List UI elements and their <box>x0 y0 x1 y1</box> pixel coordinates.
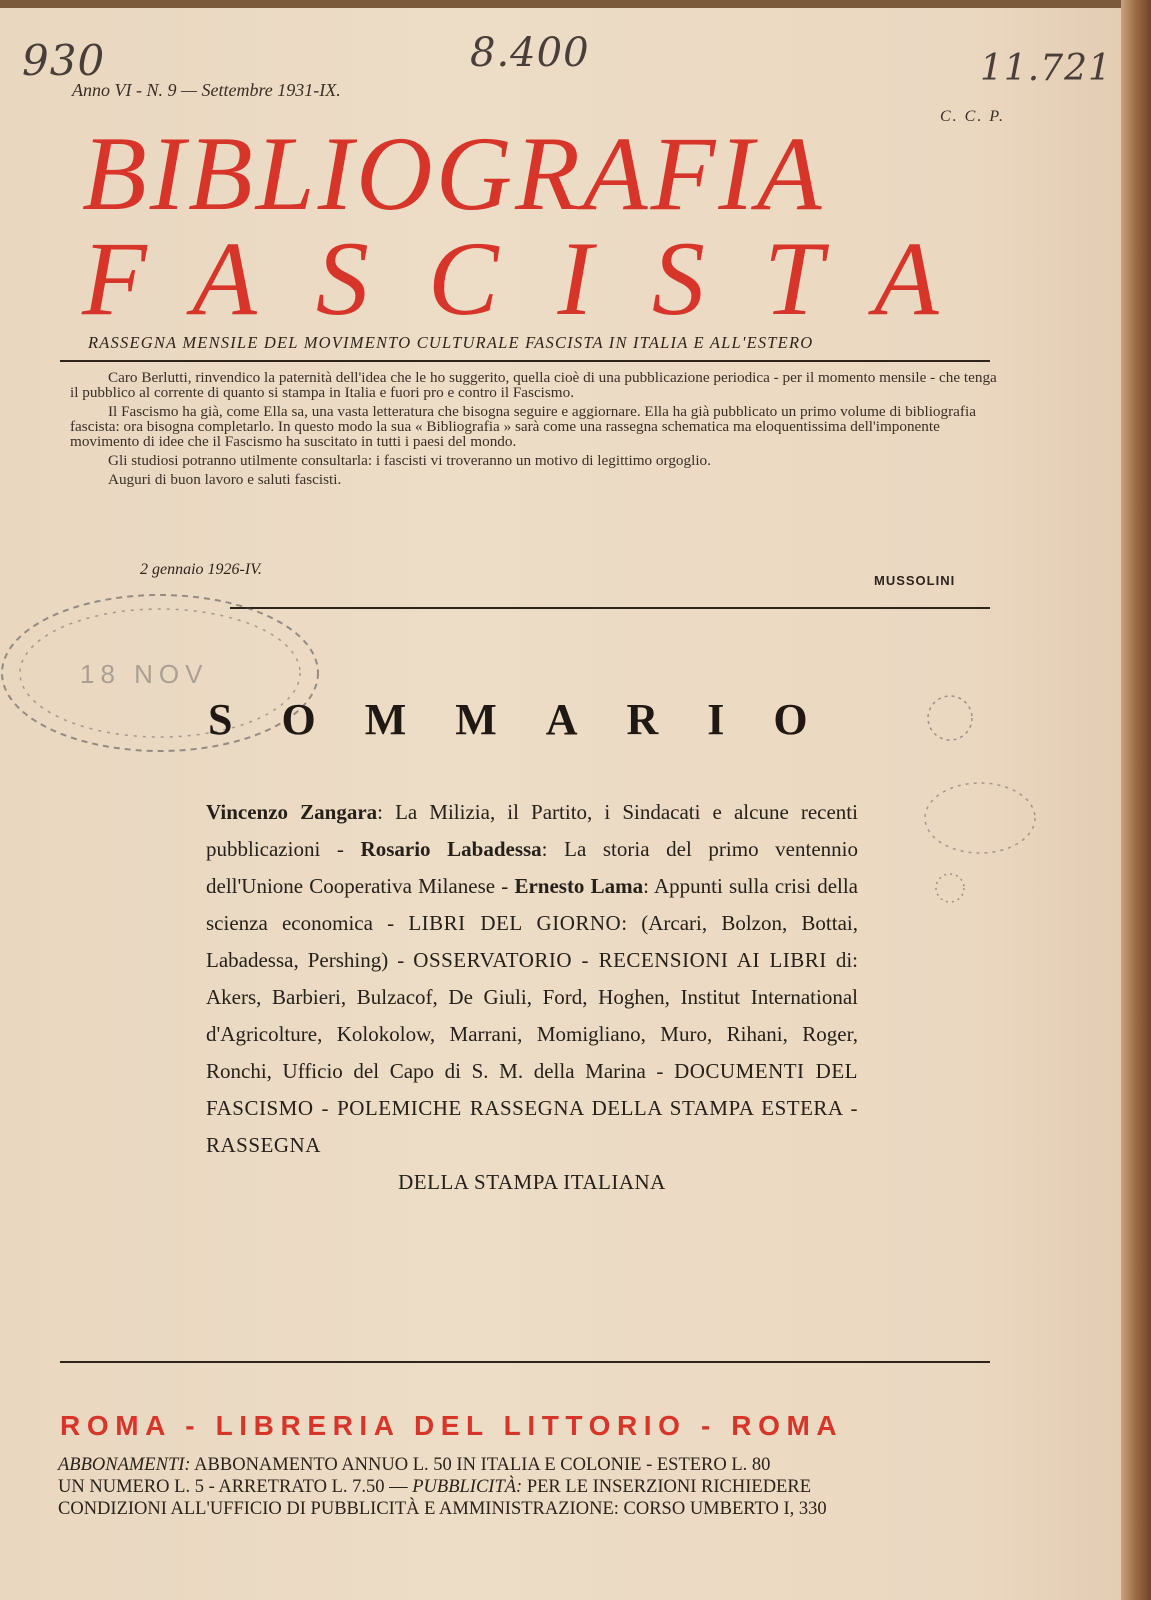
letter-paragraph-4: Auguri di buon lavoro e saluti fascisti. <box>108 471 342 488</box>
issue-line: Anno VI - N. 9 — Settembre 1931-IX. <box>72 80 341 100</box>
magazine-cover <box>0 8 1136 1600</box>
table-of-contents <box>206 794 858 1201</box>
toc-author-zangara: Vincenzo Zangara <box>206 800 378 824</box>
subscription-line-3: CONDIZIONI ALL'UFFICIO DI PUBBLICITÀ E AMMINISTRAZIONE: CORSO UMBERTO I, 330 <box>58 1499 827 1519</box>
toc-section-documenti: DOCUMENTI DEL FASCISMO - POLEMICHE RASSEGNA DELLA STAMPA ESTERA - RASSEGNA <box>206 1059 858 1157</box>
abbonamenti-text: ABBONAMENTO ANNUO L. 50 IN ITALIA E COLONIE - ESTERO L. 80 <box>190 1455 771 1475</box>
rule-above-footer <box>60 1361 990 1363</box>
pubblicita-text: PER LE INSERZIONI RICHIEDERE <box>522 1477 812 1497</box>
toc-section-libri: LIBRI DEL GIORNO <box>408 911 622 935</box>
subscription-line-1 <box>58 1454 988 1476</box>
ink-smudge-icon <box>880 688 1040 908</box>
letter-paragraph-1: Caro Berlutti, rinvendico la paternità dell'idea che le ho suggerito, quella cioè di una pubblicazione periodica - per il momento mensile - che tenga il pubblico al corrente di quanto si stampa in Italia e fuori pro e contro il Fascismo. <box>70 369 997 401</box>
subscription-line-2 <box>58 1476 988 1498</box>
masthead-subtitle: RASSEGNA MENSILE DEL MOVIMENTO CULTURALE FASCISTA IN ITALIA E ALL'ESTERO <box>88 333 814 352</box>
toc-title-labadessa: : La storia del primo ventennio dell'Unione Cooperativa Milanese - <box>206 837 858 898</box>
page-edge <box>1121 0 1151 1600</box>
publisher-line: ROMA - LIBRERIA DEL LITTORIO - ROMA <box>60 1410 844 1441</box>
toc-author-labadessa: Rosario Labadessa <box>360 837 542 861</box>
letter-paragraph-3: Gli studiosi potranno utilmente consultarla: i fascisti vi troveranno un motivo di legittimo orgoglio. <box>108 452 711 469</box>
toc-section-libri-names: : (Arcari, Bolzon, Bottai, Labadessa, Pershing) - <box>206 911 859 972</box>
toc-author-lama: Ernesto Lama <box>514 874 644 898</box>
letter-signature: MUSSOLINI <box>874 573 956 588</box>
toc-section-stampa-italiana: DELLA STAMPA ITALIANA <box>398 1170 666 1194</box>
rule-under-subtitle <box>60 360 990 362</box>
rule-under-letter <box>230 607 990 609</box>
masthead-title-line1: BIBLIOGRAFIA <box>82 115 825 232</box>
letter-paragraph-2: Il Fascismo ha già, come Ella sa, una vasta letteratura che bisogna seguire e aggiornare. Ella ha già pubblicato un primo volume di bibliografia fascista: ora bisogna completarlo. In questo modo la sua « Bibliografia » sarà come una rassegna schematica ma eloquentissima dell'imponente movimento di idee che il Fascismo ha suscitato in tutti i paesi del mondo. <box>70 403 976 450</box>
toc-title-zangara: : La Milizia, il Partito, i Sindacati e alcune recenti pubblicazioni - <box>206 800 858 861</box>
toc-section-osservatorio: OSSERVATORIO - RECENSIONI AI LIBRI <box>413 948 827 972</box>
handwritten-number-left: 930 <box>22 36 106 85</box>
price-text: UN NUMERO L. 5 - ARRETRATO L. 7.50 — <box>58 1477 413 1497</box>
ccp-label: C. C. P. <box>940 108 1006 125</box>
subscription-info <box>58 1454 988 1520</box>
stamp-text: 18 NOV <box>80 659 209 689</box>
sommario-heading: SOMMARIO <box>208 695 857 744</box>
abbonamenti-label: ABBONAMENTI: <box>58 1455 191 1475</box>
masthead-title-line2: FASCISTA <box>82 220 998 337</box>
letter-date: 2 gennaio 1926-IV. <box>140 561 262 578</box>
handwritten-number-right: 11.721 <box>980 48 1112 89</box>
toc-title-lama: : Appunti sulla crisi della scienza economica - <box>206 874 858 935</box>
toc-section-recensioni-names: di: Akers, Barbieri, Bulzacof, De Giuli, Ford, Hoghen, Institut International d'Agricolture, Kolokolow, Marrani, Momigliano, Muro, Rihani, Roger, Ronchi, Ufficio del Capo di S. M. della Marina - <box>206 948 858 1083</box>
handwritten-number-center: 8.400 <box>470 30 590 76</box>
mussolini-letter <box>70 370 1000 491</box>
pubblicita-label: PUBBLICITÀ: <box>412 1477 523 1497</box>
